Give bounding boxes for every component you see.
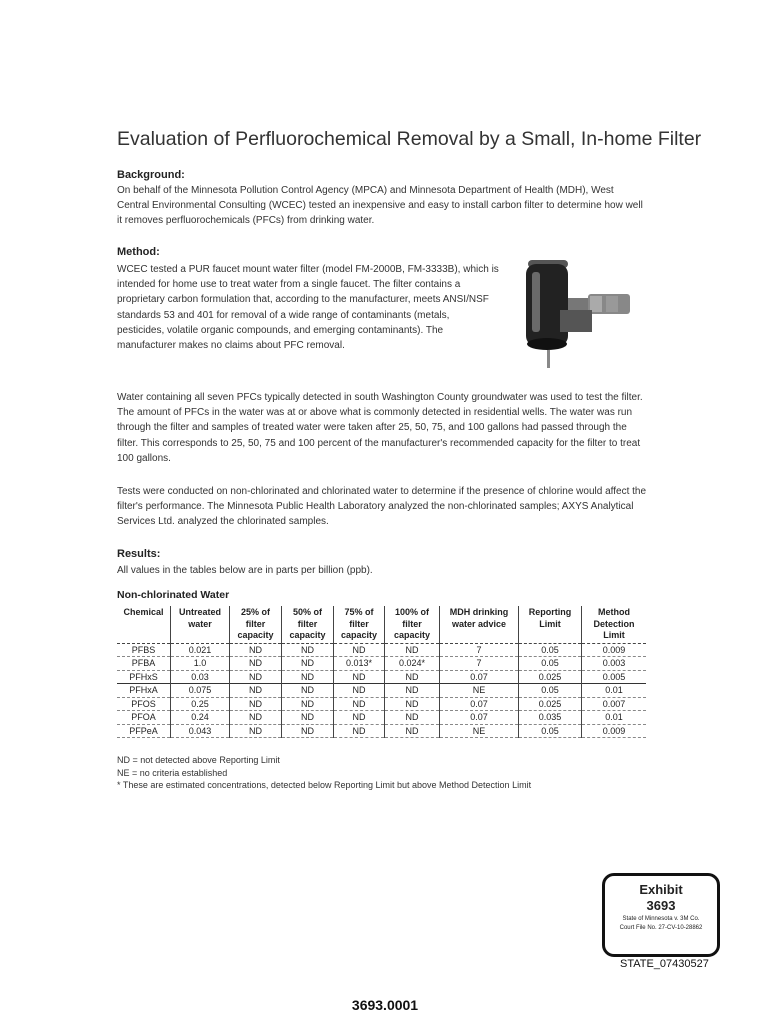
cell-mdh-advice: 7 xyxy=(440,657,519,671)
cell-reporting-limit: 0.025 xyxy=(519,697,582,711)
table-title: Non-chlorinated Water xyxy=(117,589,230,601)
cell-reporting-limit: 0.05 xyxy=(519,657,582,671)
cell-untreated: 0.25 xyxy=(171,697,230,711)
cell-reporting-limit: 0.035 xyxy=(519,711,582,725)
cell-reporting-limit: 0.05 xyxy=(519,724,582,738)
cell-100pct: ND xyxy=(385,711,440,725)
page-title: Evaluation of Perfluorochemical Removal by a Small, In-home Filter xyxy=(117,128,702,150)
cell-mdh-advice: NE xyxy=(440,684,519,698)
cell-chemical: PFHxA xyxy=(117,684,171,698)
header-50pct: 50% of filter capacity xyxy=(282,606,334,643)
table-row xyxy=(117,711,646,725)
cell-25pct: ND xyxy=(230,697,282,711)
cell-method-detection-limit: 0.007 xyxy=(602,698,626,709)
note-estimated: * These are estimated concentrations, detected below Reporting Limit but above Method Detection Limit xyxy=(117,780,532,790)
cell-mdh-advice: 0.07 xyxy=(440,670,519,684)
cell-25pct: ND xyxy=(230,657,282,671)
table-row xyxy=(117,684,646,698)
cell-50pct: ND xyxy=(282,684,334,698)
cell-chemical: PFBA xyxy=(117,657,171,671)
header-100pct: 100% of filter capacity xyxy=(385,606,440,643)
table-row xyxy=(117,657,646,671)
cell-25pct: ND xyxy=(230,711,282,725)
cell-method-detection-limit: 0.003 xyxy=(602,658,626,669)
cell-100pct: ND xyxy=(385,684,440,698)
cell-25pct: ND xyxy=(230,643,282,657)
cell-100pct: ND xyxy=(385,643,440,657)
table-row xyxy=(117,670,646,684)
cell-untreated: 0.075 xyxy=(171,684,230,698)
cell-50pct: ND xyxy=(282,711,334,725)
cell-100pct: ND xyxy=(385,697,440,711)
table-row xyxy=(117,643,646,657)
cell-mdh-advice: 0.07 xyxy=(440,697,519,711)
header-untreated: Untreated water xyxy=(171,606,230,643)
header-method-detection-limit: Method Detection Limit xyxy=(593,607,635,640)
cell-chemical: PFOS xyxy=(117,697,171,711)
note-nd: ND = not detected above Reporting Limit xyxy=(117,755,280,765)
cell-100pct: ND xyxy=(385,670,440,684)
cell-untreated: 0.24 xyxy=(171,711,230,725)
header-mdh-advice: MDH drinking water advice xyxy=(440,606,519,643)
table-notes xyxy=(117,754,531,792)
cell-75pct: ND xyxy=(334,670,385,684)
cell-method-detection-limit: 0.01 xyxy=(605,712,623,723)
cell-25pct: ND xyxy=(230,670,282,684)
cell-75pct: ND xyxy=(334,684,385,698)
header-chemical: Chemical xyxy=(117,606,171,643)
cell-50pct: ND xyxy=(282,657,334,671)
cell-reporting-limit: 0.05 xyxy=(519,684,582,698)
results-heading: Results: xyxy=(117,548,161,560)
exhibit-court-file-line: Court File No. 27-CV-10-28862 xyxy=(619,925,703,931)
cell-chemical: PFPeA xyxy=(117,724,171,738)
method-heading: Method: xyxy=(117,246,160,258)
cell-100pct: 0.024* xyxy=(385,657,440,671)
cell-method-detection-limit: 0.005 xyxy=(602,671,626,682)
exhibit-case-line: State of Minnesota v. 3M Co. xyxy=(622,916,700,922)
cell-untreated: 0.021 xyxy=(171,643,230,657)
cell-untreated: 1.0 xyxy=(171,657,230,671)
cell-50pct: ND xyxy=(282,643,334,657)
cell-75pct: ND xyxy=(334,643,385,657)
cell-100pct: ND xyxy=(385,724,440,738)
method-text-3: Tests were conducted on non-chlorinated and chlorinated water to determine if the presence of chlorine would affect the filter's performance. The Minnesota Public Health Laboratory analyzed the non-chlorinated samples; AXYS Analytical Services Ltd. analyzed the chlorinated samples. xyxy=(117,486,647,528)
cell-50pct: ND xyxy=(282,697,334,711)
header-75pct: 75% of filter capacity xyxy=(334,606,385,643)
cell-50pct: ND xyxy=(282,724,334,738)
method-text-1: WCEC tested a PUR faucet mount water filter (model FM-2000B, FM-3333B), which is intended for home use to treat water from a single faucet. The filter contains a proprietary carbon formulation that, according to the manufacturer, meets ANSI/NSF standards 53 and 401 for removal of a wide range of contaminants (metals, pesticides, volatile organic compounds, and emerging contaminants). The manufacturer makes no claims about PFC removal. xyxy=(117,264,499,352)
cell-untreated: 0.03 xyxy=(171,670,230,684)
cell-mdh-advice: 0.07 xyxy=(440,711,519,725)
cell-75pct: ND xyxy=(334,711,385,725)
cell-reporting-limit: 0.025 xyxy=(519,670,582,684)
cell-chemical: PFOA xyxy=(117,711,171,725)
faucet-filter-photo xyxy=(520,258,640,373)
exhibit-stamp xyxy=(602,873,720,957)
cell-chemical: PFBS xyxy=(117,643,171,657)
bates-number: STATE_07430527 xyxy=(620,958,709,970)
cell-reporting-limit: 0.05 xyxy=(519,643,582,657)
results-text: All values in the tables below are in parts per billion (ppb). xyxy=(117,565,373,576)
method-text-2: Water containing all seven PFCs typically detected in south Washington County groundwater was used to test the filter. The amount of PFCs in the water was at or above what is commonly detected in residential wells. The water was run through the filter and samples of treated water were taken after 25, 50, 75, and 100 gallons had passed through the filter. This corresponds to 25, 50, 75 and 100 percent of the manufacturer's recommended capacity for the filter to treat 100 gallons. xyxy=(117,392,643,464)
cell-method-detection-limit: 0.01 xyxy=(605,685,623,696)
results-table xyxy=(117,606,646,738)
cell-75pct: ND xyxy=(334,697,385,711)
exhibit-label: Exhibit xyxy=(639,882,683,897)
cell-method-detection-limit: 0.009 xyxy=(602,725,626,736)
cell-untreated: 0.043 xyxy=(171,724,230,738)
cell-50pct: ND xyxy=(282,670,334,684)
cell-mdh-advice: NE xyxy=(440,724,519,738)
table-row xyxy=(117,697,646,711)
cell-method-detection-limit: 0.009 xyxy=(602,644,626,655)
exhibit-number: 3693 xyxy=(646,898,676,913)
cell-25pct: ND xyxy=(230,684,282,698)
cell-chemical: PFHxS xyxy=(117,670,171,684)
cell-75pct: ND xyxy=(334,724,385,738)
table-header-row xyxy=(117,606,646,643)
background-text: On behalf of the Minnesota Pollution Control Agency (MPCA) and Minnesota Department of Health (MDH), West Central Environmental Consulting (WCEC) tested an inexpensive and easy to install carbon filter to determine how well it removes perfluorochemicals (PFCs) from drinking water. xyxy=(117,185,643,227)
cell-mdh-advice: 7 xyxy=(440,643,519,657)
cell-75pct: 0.013* xyxy=(334,657,385,671)
table-row xyxy=(117,724,646,738)
header-reporting-limit: Reporting Limit xyxy=(519,606,582,643)
note-ne: NE = no criteria established xyxy=(117,767,228,778)
background-heading: Background: xyxy=(117,169,185,181)
footer-page-number: 3693.0001 xyxy=(351,997,419,1013)
header-25pct: 25% of filter capacity xyxy=(230,606,282,643)
cell-25pct: ND xyxy=(230,724,282,738)
